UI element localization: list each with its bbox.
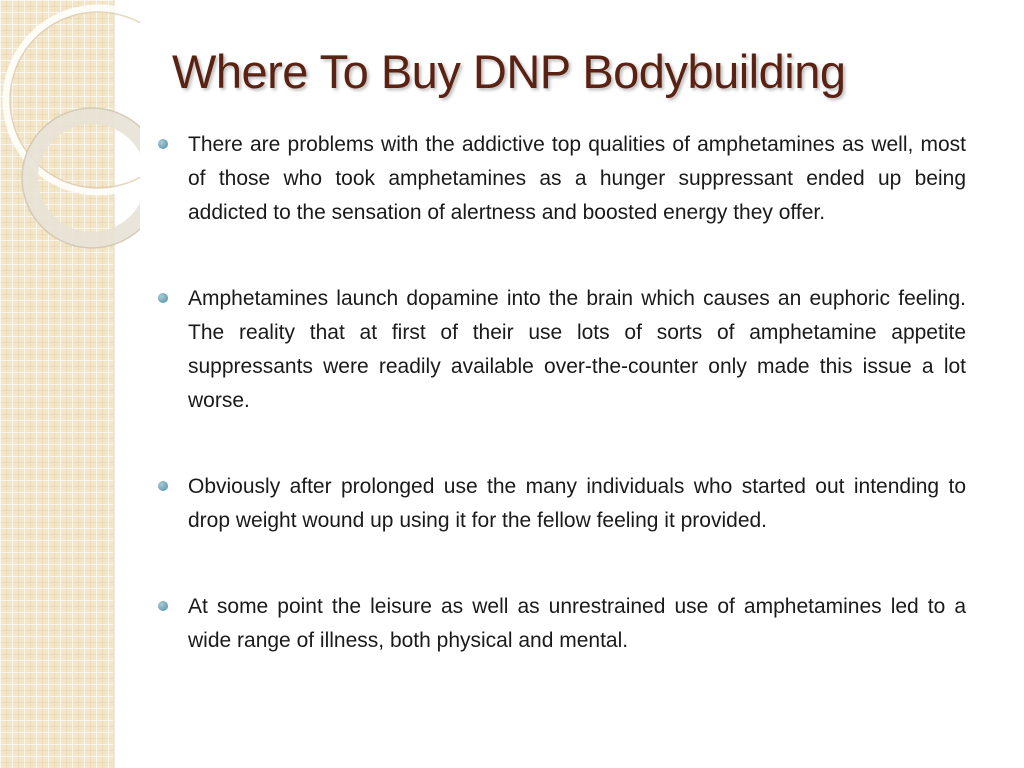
bullet-text: Amphetamines launch dopamine into the brain which causes an euphoric feeling. The reality that at first of their use lots of sorts of amphetamine appetite suppressants were readily available over-the-counter only made this issue a lot worse. <box>188 287 966 412</box>
bullet-text: Obviously after prolonged use the many individuals who started out intending to drop weight wound up using it for the fellow feeling it provided. <box>188 475 966 532</box>
bullet-item <box>156 128 966 230</box>
bullet-dot-icon <box>158 139 168 149</box>
slide-title: Where To Buy DNP Bodybuilding <box>172 45 846 98</box>
bullet-text: There are problems with the addictive top qualities of amphetamines as well, most of those who took amphetamines as a hunger suppressant ended up being addicted to the sensation of alertness and boosted energy they offer. <box>188 133 966 224</box>
bullet-dot-icon <box>158 293 168 303</box>
decorative-rings <box>0 0 140 300</box>
bullet-item <box>156 590 966 658</box>
bullet-item <box>156 282 966 418</box>
bullet-dot-icon <box>158 601 168 611</box>
bullet-text: At some point the leisure as well as unrestrained use of amphetamines led to a wide range of illness, both physical and mental. <box>188 595 966 652</box>
bullet-dot-icon <box>158 481 168 491</box>
bullet-list <box>156 128 966 658</box>
bullet-item <box>156 470 966 538</box>
